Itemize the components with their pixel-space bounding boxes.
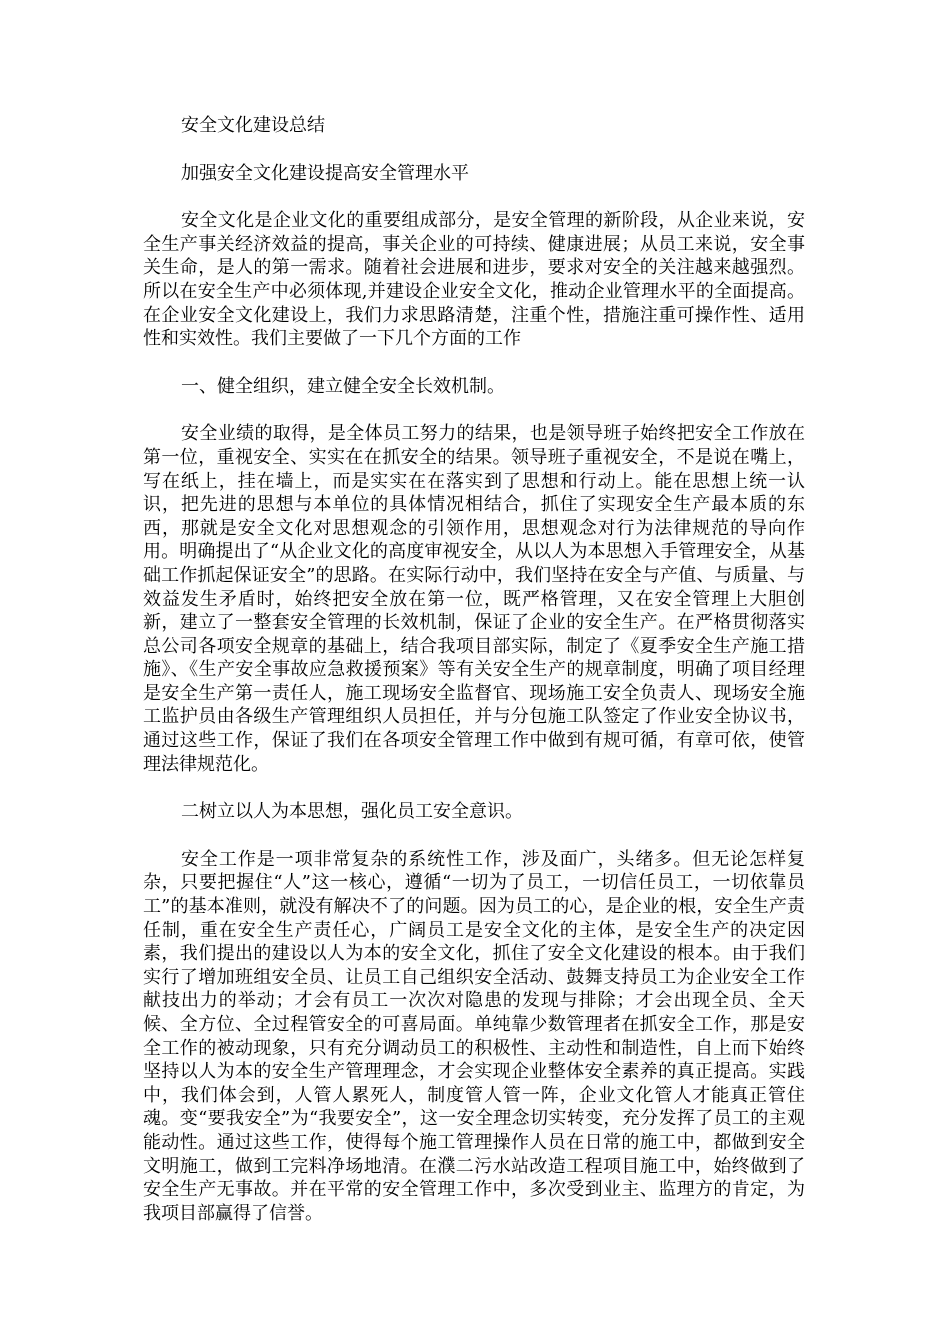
section-heading-2: 二树立以人为本思想，强化员工安全意识。	[181, 801, 523, 823]
paragraph-intro: 安全文化是企业文化的重要组成部分，是安全管理的新阶段，从企业来说，安全生产事关经济效益的提高，事关企业的可持续、健康进展；从员工来说，安全事关生命，是人的第一需求。随着社会进展和进步，要求对安全的关注越来越强烈。所以在安全生产中必须体现,并建设企业安全文化，推动企业管理水平的全面提高。在企业安全文化建设上，我们力求思路清楚，注重个性，措施注重可操作性、适用性和实效性。我们主要做了一下几个方面的工作	[143, 210, 805, 350]
section-heading-1: 一、健全组织，建立健全安全长效机制。	[181, 375, 505, 397]
document-subtitle: 加强安全文化建设提高安全管理水平	[181, 162, 469, 184]
document-page	[143, 114, 805, 1249]
paragraph-section-1: 安全业绩的取得，是全体员工努力的结果，也是领导班子始终把安全工作放在第一位，重视安全、实实在在抓安全的结果。领导班子重视安全，不是说在嘴上，写在纸上，挂在墙上，而是实实在在落实到了思想和行动上。能在思想上统一认识，把先进的思想与本单位的具体情况相结合，抓住了实现安全生产最本质的东西，那就是安全文化对思想观念的引领作用，思想观念对行为法律规范的导向作用。明确提出了“从企业文化的高度审视安全，从以人为本思想入手管理安全，从基础工作抓起保证安全”的思路。在实际行动中，我们坚持在安全与产值、与质量、与效益发生矛盾时，始终把安全放在第一位，既严格管理，又在安全管理上大胆创新，建立了一整套安全管理的长效机制，保证了企业的安全生产。在严格贯彻落实总公司各项安全规章的基础上，结合我项目部实际，制定了《夏季安全生产施工措施》、《生产安全事故应急救援预案》等有关安全生产的规章制度，明确了项目经理是安全生产第一责任人，施工现场安全监督官、现场施工安全负责人、现场安全施工监护员由各级生产管理组织人员担任，并与分包施工队签定了作业安全协议书，通过这些工作，保证了我们在各项安全管理工作中做到有规可循，有章可依，使管理法律规范化。	[143, 423, 805, 775]
paragraph-section-2: 安全工作是一项非常复杂的系统性工作，涉及面广，头绪多。但无论怎样复杂，只要把握住“人”这一核心，遵循“一切为了员工，一切信任员工，一切依靠员工”的基本准则，就没有解决不了的问题。因为员工的心，是企业的根，安全生产责任制，重在安全生产责任心，广阔员工是安全文化的主体，是安全生产的决定因素，我们提出的建设以人为本的安全文化，抓住了安全文化建设的根本。由于我们实行了增加班组安全员、让员工自己组织安全活动、鼓舞支持员工为企业安全工作献技出力的举动；才会有员工一次次对隐患的发现与排除；才会出现全员、全天候、全方位、全过程管安全的可喜局面。单纯靠少数管理者在抓安全工作，那是安全工作的被动现象，只有充分调动员工的积极性、主动性和制造性，自上而下始终坚持以人为本的安全生产管理理念，才会实现企业整体安全素养的真正提高。实践中，我们体会到，人管人累死人，制度管人管一阵，企业文化管人才能真正管住魂。变“要我安全”为“我要安全”，这一安全理念切实转变，充分发挥了员工的主观能动性。通过这些工作，使得每个施工管理操作人员在日常的施工中，都做到安全文明施工，做到工完料净场地清。在濮二污水站改造工程项目施工中，始终做到了安全生产无事故。并在平常的安全管理工作中，多次受到业主、监理方的肯定，为我项目部赢得了信誉。	[143, 848, 805, 1224]
document-title: 安全文化建设总结	[181, 115, 325, 136]
